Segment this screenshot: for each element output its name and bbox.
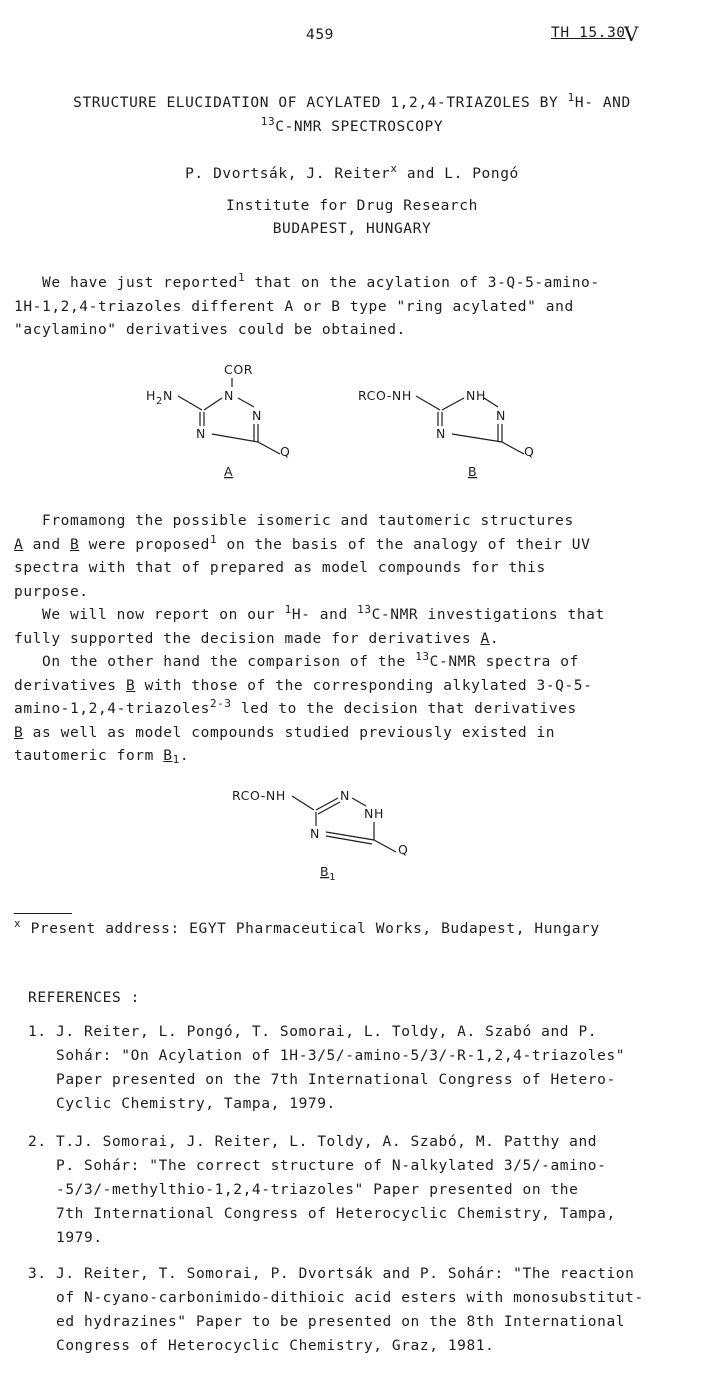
structure-a-label: A: [224, 464, 234, 479]
affiliation-line-1: Institute for Drug Research: [226, 198, 478, 214]
structure-a-h2n: $H_2N$: [146, 388, 173, 407]
paragraph-3: We will now report on our $^1$H- and $^{13}$C-NMR investigations that fully supported the decision made for derivatives A.: [14, 603, 605, 647]
structure-b-nh: NH: [466, 388, 486, 403]
structure-b1-n3: N: [310, 826, 320, 841]
document-code: TH 15.30: [551, 25, 626, 41]
structure-a: [140, 360, 310, 490]
structure-b-rco: RCO-NH: [358, 388, 412, 403]
reference-1: 1. J. Reiter, L. Pongó, T. Somorai, L. Toldy, A. Szabó and P. Sohár: "On Acylation of 1H-3/5/-amino-5/3/-R-1,2,4-triazoles" Paper presented on the 7th International Congress of Hetero- Cyclic Chemistry, Tampa, 1979.: [28, 1024, 626, 1112]
paper-title-line-2: $^{13}$C-NMR SPECTROSCOPY: [260, 115, 444, 135]
structure-a-n3: N: [196, 426, 206, 441]
page-number: 459: [306, 27, 334, 43]
footnote: $^x$ Present address: EGYT Pharmaceutical Works, Budapest, Hungary: [14, 917, 600, 937]
reference-2: 2. T.J. Somorai, J. Reiter, L. Toldy, A. Szabó, M. Patthy and P. Sohár: "The correct structure of N-alkylated 3/5/-amino- -5/3/-methylthio-1,2,4-triazoles" Paper presented on the 7th International Congress of Heterocyclic Chemistry, Tampa, 1979.: [28, 1134, 616, 1246]
structure-a-q: Q: [280, 444, 291, 459]
structure-b: [358, 360, 548, 490]
structure-b1-q: Q: [398, 842, 409, 857]
affiliation-line-2: BUDAPEST, HUNGARY: [272, 221, 432, 237]
authors: P. Dvortsák, J. Reiter$^x$ and L. Pongó: [185, 162, 519, 182]
structure-a-n1: N: [224, 388, 234, 403]
structure-b-label: B: [468, 464, 478, 479]
structure-b1-label: $B_1$: [320, 864, 337, 883]
structure-b1: [232, 776, 422, 888]
reference-3: 3. J. Reiter, T. Somorai, P. Dvortsák and P. Sohár: "The reaction of N-cyano-carbonimido-dithioic acid esters with monosubstitut- ed hydrazines" Paper to be presented on the 8th International Congress of Heterocyclic Chemistry, Graz, 1981.: [28, 1266, 644, 1354]
structure-a-n2: N: [252, 408, 262, 423]
structure-b1-nh: NH: [364, 806, 384, 821]
structure-b-n3: N: [436, 426, 446, 441]
structure-b-q: Q: [524, 444, 535, 459]
structure-a-cor: COR: [224, 362, 254, 377]
intro-paragraph: We have just reported$^1$ that on the acylation of 3-Q-5-amino- 1H-1,2,4-triazoles different A or B type "ring acylated" and "acylamino" derivatives could be obtained.: [14, 271, 600, 338]
paragraph-2: Fromamong the possible isomeric and tautomeric structures A and B were proposed$^1$ on the basis of the analogy of their UV spectra with that of prepared as model compounds for this purpose.: [14, 513, 591, 600]
paragraph-4: On the other hand the comparison of the $^{13}$C-NMR spectra of derivatives B with those of the corresponding alkylated 3-Q-5- amino-1,2,4-triazoles$^{2-3}$ led to the decision that derivatives B as well as model compounds studied previously existed in tautomeric form $B_1$.: [14, 650, 593, 766]
handwritten-mark: V: [624, 22, 640, 46]
structure-b-n2: N: [496, 408, 506, 423]
footnote-rule: [14, 913, 72, 914]
structure-b1-n1: N: [340, 788, 350, 803]
paper-title-line-1: STRUCTURE ELUCIDATION OF ACYLATED 1,2,4-TRIAZOLES BY $^1$H- AND: [73, 91, 631, 111]
structure-b1-rco: RCO-NH: [232, 788, 286, 803]
references-heading: REFERENCES :: [28, 990, 140, 1006]
